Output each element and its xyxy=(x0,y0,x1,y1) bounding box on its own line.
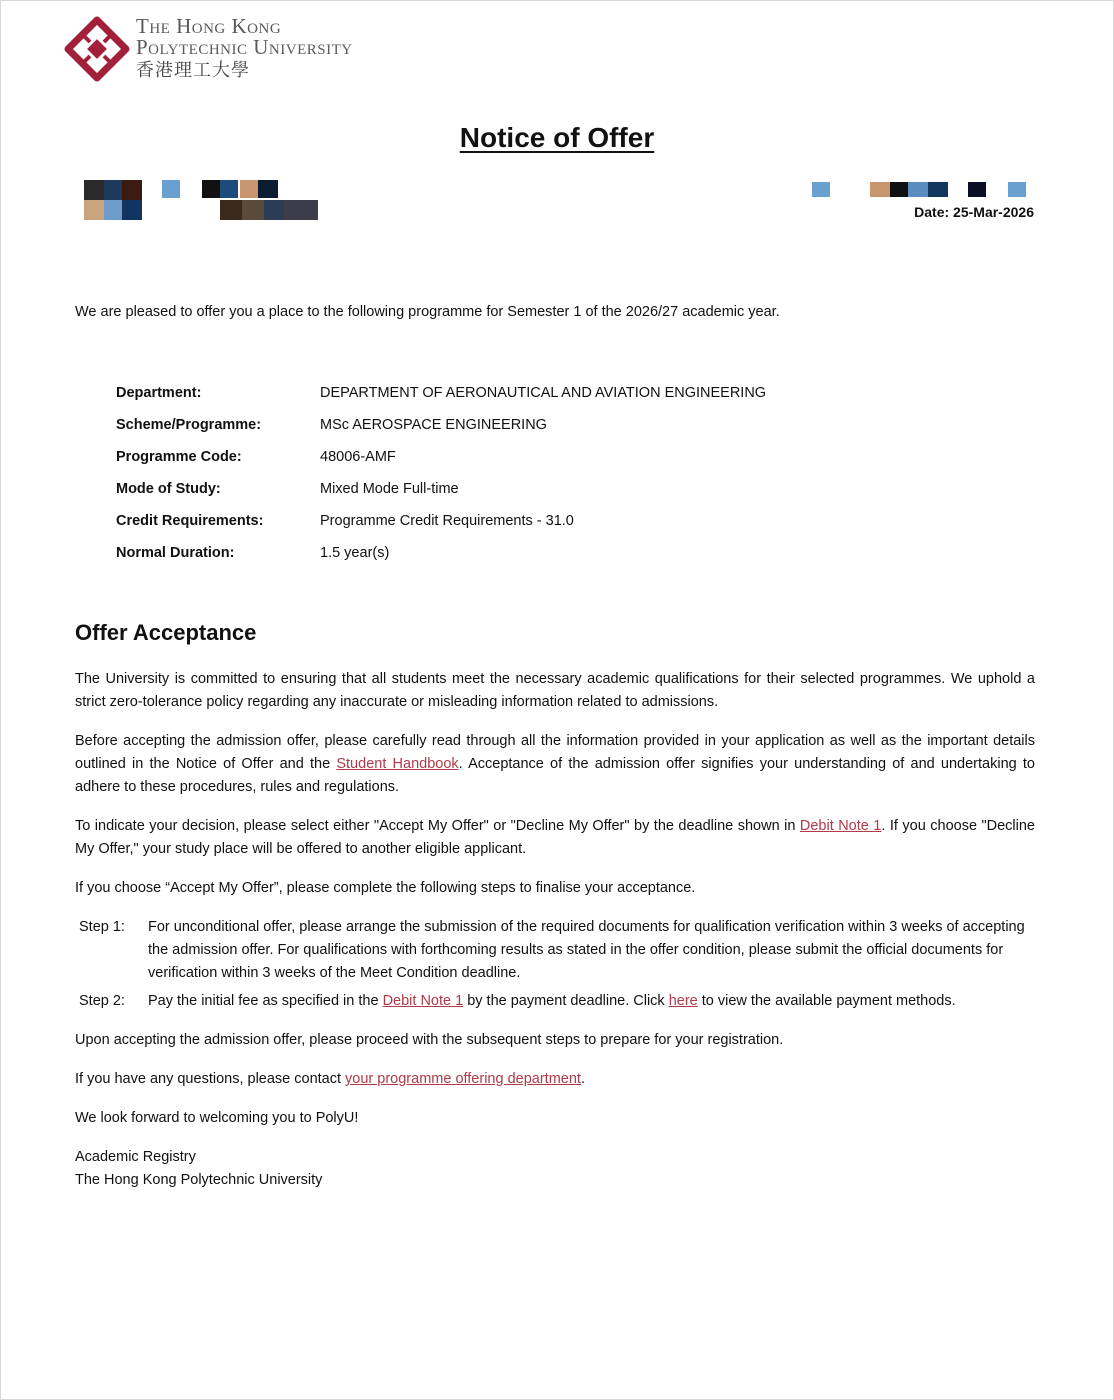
signature-line1: Academic Registry xyxy=(75,1149,196,1166)
paragraph-contact xyxy=(75,1068,1035,1091)
redacted-applicant-info xyxy=(84,180,324,220)
step-text: by the payment deadline. Click xyxy=(463,992,669,1009)
redacted-reference-info xyxy=(812,182,1032,198)
paragraph-text: . Acceptance of the admission offer signifies your understanding of and undertaking to adhere to these procedures, rules and regulations. xyxy=(75,755,1035,795)
section-title-offer-acceptance: Offer Acceptance xyxy=(75,620,257,645)
university-name-line2: Polytechnic University xyxy=(136,35,353,59)
paragraph-accept-steps-intro: If you choose “Accept My Offer”, please complete the following steps to finalise your acceptance. xyxy=(75,880,696,897)
detail-label: Scheme/Programme: xyxy=(116,417,262,433)
signature-line2: The Hong Kong Polytechnic University xyxy=(75,1172,323,1189)
detail-value: 48006-AMF xyxy=(320,449,396,465)
detail-value: 1.5 year(s) xyxy=(320,545,390,561)
step-text: to view the available payment methods. xyxy=(697,992,956,1009)
step-label: Step 2: xyxy=(79,992,125,1009)
step-1 xyxy=(75,916,1035,984)
university-name-chinese: 香港理工大學 xyxy=(136,60,250,80)
paragraph-text: . xyxy=(580,1070,585,1087)
debit-note-link[interactable]: Debit Note 1 xyxy=(382,992,464,1009)
paragraph-welcome: We look forward to welcoming you to PolyU! xyxy=(75,1110,359,1127)
detail-label: Mode of Study: xyxy=(116,481,221,497)
page-title: Notice of Offer xyxy=(459,122,655,153)
paragraph-decision xyxy=(75,815,1035,861)
detail-value: Mixed Mode Full-time xyxy=(320,481,459,497)
step-text: Pay the initial fee as specified in the xyxy=(148,992,383,1009)
department-contact-link[interactable]: your programme offering department xyxy=(345,1070,581,1087)
step-label: Step 1: xyxy=(79,919,125,936)
student-handbook-link[interactable]: Student Handbook xyxy=(336,755,459,772)
detail-label: Programme Code: xyxy=(116,449,242,465)
detail-label: Normal Duration: xyxy=(116,545,235,561)
debit-note-link[interactable]: Debit Note 1 xyxy=(799,817,882,834)
offer-date: Date: 25-Mar-2026 xyxy=(914,204,1034,220)
detail-row-department xyxy=(116,382,1016,414)
detail-row-programme xyxy=(116,414,1016,446)
paragraph-text: . If you choose "Decline My Offer," your study place will be offered to another eligible applicant. xyxy=(75,817,1035,857)
detail-row-normal-duration xyxy=(116,542,1016,574)
detail-value: MSc AEROSPACE ENGINEERING xyxy=(320,417,547,433)
paragraph-policy: The University is committed to ensuring that all students meet the necessary academic qualifications for their selected programmes. We uphold a strict zero-tolerance policy regarding any inaccurate or misleading information related to admissions. xyxy=(75,671,1035,710)
paragraph-text: If you have any questions, please contact xyxy=(75,1070,346,1087)
paragraph-read-info xyxy=(75,730,1035,798)
detail-label: Department: xyxy=(116,385,202,401)
university-name-line1: The Hong Kong xyxy=(136,14,282,38)
intro-text: We are pleased to offer you a place to the following programme for Semester 1 of the 2026/27 academic year. xyxy=(75,304,780,320)
detail-row-credit-requirements xyxy=(116,510,1016,542)
programme-details xyxy=(116,382,1016,574)
paragraph-text: Before accepting the admission offer, please carefully read through all the information provided in your application as well as the important details outlined in the Notice of Offer and the xyxy=(75,733,1035,772)
polyu-logo-icon xyxy=(64,16,130,82)
detail-row-programme-code xyxy=(116,446,1016,478)
detail-value: DEPARTMENT OF AERONAUTICAL AND AVIATION ENGINEERING xyxy=(320,385,767,401)
paragraph-text: To indicate your decision, please select either "Accept My Offer" or "Decline My Offer" by the deadline shown in xyxy=(75,817,800,834)
acceptance-steps xyxy=(75,916,1035,1012)
university-logo xyxy=(64,14,409,84)
detail-row-mode-of-study xyxy=(116,478,1016,510)
paragraph-registration: Upon accepting the admission offer, please proceed with the subsequent steps to prepare for your registration. xyxy=(75,1031,784,1048)
step-text: For unconditional offer, please arrange the submission of the required documents for qualification verification within 3 weeks of accepting the admission offer. For qualifications with forthcoming results as stated in the offer condition, please submit the official documents for verification within 3 weeks of the Meet Condition deadline. xyxy=(148,919,1025,981)
offer-acceptance-body xyxy=(75,668,1035,1192)
detail-value: Programme Credit Requirements - 31.0 xyxy=(320,513,574,529)
payment-methods-link[interactable]: here xyxy=(668,992,698,1009)
step-2 xyxy=(75,990,1035,1013)
detail-label: Credit Requirements: xyxy=(116,513,264,529)
